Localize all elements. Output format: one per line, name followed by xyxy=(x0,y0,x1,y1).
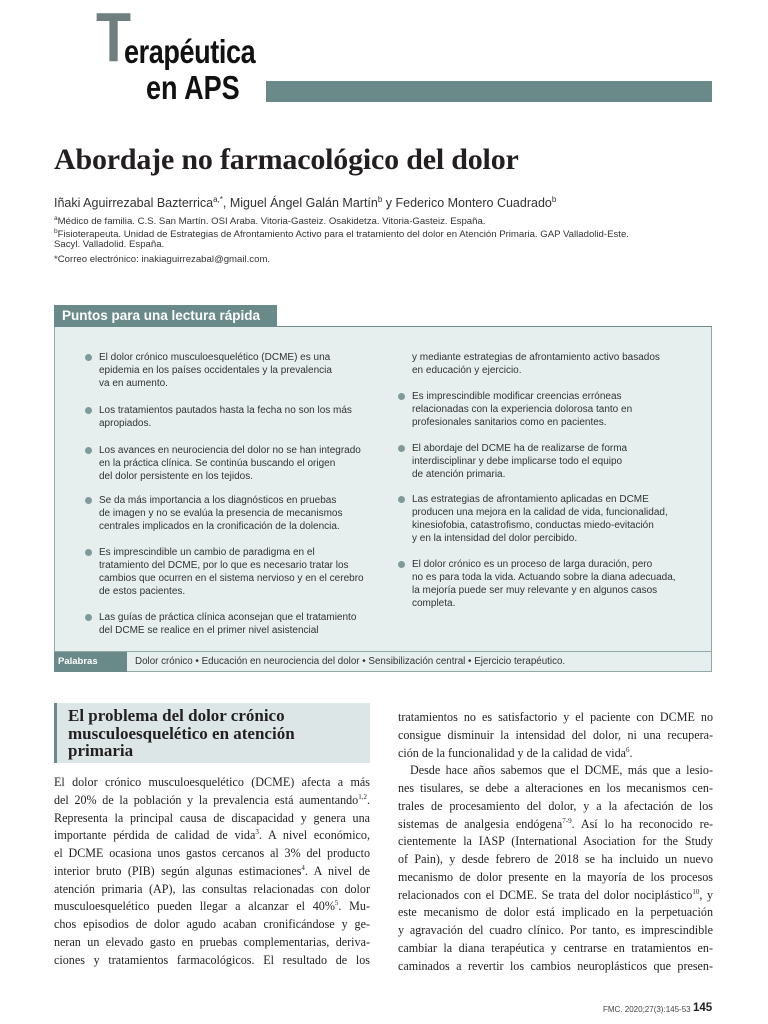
bullet-icon xyxy=(398,561,405,568)
quick-point-line: del DCME se realice en el primer nivel asistencial xyxy=(99,625,319,636)
quick-point-continuation xyxy=(412,351,660,377)
quick-point-item xyxy=(99,611,356,637)
body-text-line: y agravación del cuadro clínico. Por tanto, es imprescindible xyxy=(398,923,713,937)
affiliation-text: Médico de familia. C.S. San Martín. OSI Araba. Vitoria-Gasteiz. Osakidetza. Vitoria-Gasteiz. España. xyxy=(57,216,486,228)
body-column-right xyxy=(398,709,713,975)
quick-point-line: Se da más importancia a los diagnósticos en pruebas xyxy=(99,495,337,506)
page-number: 145 xyxy=(693,1002,713,1014)
body-text-line: mecanismo de dolor presente en la mayoría de los procesos xyxy=(398,869,713,884)
body-text-line: neran un elevado gasto en pruebas complementarias, deriva- xyxy=(54,934,370,949)
section-heading-line: musculoesquelético en atención xyxy=(68,723,295,743)
body-text-line: Representa la principal causa de discapacidad y genera una xyxy=(54,810,370,825)
body-text-line: este mecanismo de dolor está implicado en la perpetuación xyxy=(398,905,713,920)
author-name: Iñaki Aguirrezabal Bazterrica xyxy=(54,196,214,211)
body-text-line: importante pérdida de calidad de vida$^3$. A nivel económico, xyxy=(54,828,370,843)
body-text-line: cambiar la diana terapéutica y centrarse en tratamientos en- xyxy=(398,940,713,955)
corresponding-email: *Correo electrónico: inakiaguirrezabal@gmail.com. xyxy=(54,254,271,265)
author-sep: , xyxy=(222,196,230,211)
quick-point-line: cambios que ocurren en el sistema nervioso y en el cerebro xyxy=(99,573,364,584)
bullet-icon xyxy=(85,614,92,621)
bullet-icon xyxy=(85,447,92,454)
quick-point-line: en educación y ejercicio. xyxy=(412,365,522,376)
body-text-line: El dolor crónico musculoesquelético (DCME) afecta a más xyxy=(54,775,370,789)
author-sup: a,* xyxy=(213,195,223,204)
quick-point-line: El abordaje del DCME ha de realizarse de forma xyxy=(412,443,628,454)
body-text-line: trales de procesamiento del dolor, y a la afectación de los xyxy=(398,798,713,813)
quick-point-line: kinesiofobia, catastrofismo, conductas miedo-evitación xyxy=(412,520,654,531)
citation-ref: 4 xyxy=(301,863,305,872)
quick-point-item xyxy=(412,493,668,545)
quick-point-line: la mejoría puede ser muy relevante y en algunos casos xyxy=(412,585,658,596)
bullet-icon xyxy=(398,445,405,452)
quick-point-line: Es imprescindible un cambio de paradigma en el xyxy=(99,547,315,558)
header-initial-letter: T xyxy=(96,0,132,76)
citation-ref: 10 xyxy=(692,887,700,896)
body-text-line: cientemente la IASP (International Asociation for the Study xyxy=(398,834,713,849)
affiliation-mark: b xyxy=(54,228,58,235)
quick-point-line: Las guías de práctica clínica aconsejan que el tratamiento xyxy=(99,612,357,623)
quick-point-item xyxy=(412,442,627,481)
quick-point-line: Los tratamientos pautados hasta la fecha no son los más xyxy=(99,405,352,416)
section-heading-line: primaria xyxy=(68,741,134,760)
authors xyxy=(54,192,556,211)
header-section-subtitle: en APS xyxy=(146,69,240,106)
affiliation-b-cont: Sacyl. Valladolid. España. xyxy=(54,239,165,250)
quick-point-line: centrales implicados en la cronificación de la dolencia. xyxy=(99,521,340,532)
quick-point-item xyxy=(412,390,632,429)
quick-point-line: de imagen y no se evalúa la presencia de mecanismos xyxy=(99,508,343,519)
section-heading xyxy=(68,707,363,760)
citation-ref: 5 xyxy=(334,899,339,908)
body-text-line: tratamientos no es satisfactorio y el paciente con DCME no xyxy=(398,710,713,724)
header-section-title: erapéutica xyxy=(124,33,256,70)
article-title: Abordaje no farmacológico del dolor xyxy=(54,143,519,176)
citation-ref: 3 xyxy=(255,828,259,837)
quick-points-title: Puntos para una lectura rápida xyxy=(54,305,277,327)
affiliation-text: Fisioterapeuta. Unidad de Estrategias de Afrontamiento Activo para el tratamiento del dolor en Atención Primaria. GAP Valladolid-Este. xyxy=(57,229,629,241)
quick-point-line: apropiados. xyxy=(99,418,152,429)
quick-point-line: Las estrategias de afrontamiento aplicadas en DCME xyxy=(412,494,649,505)
affiliation-mark: a xyxy=(54,215,58,222)
citation-reference: FMC. 2020;27(3):145-53 xyxy=(603,1005,691,1014)
body-text-line: relacionados con el DCME. Se trata del dolor nociplástico$^{10}$, y xyxy=(398,887,713,902)
bullet-icon xyxy=(398,393,405,400)
bullet-icon xyxy=(398,496,405,503)
body-text-line: of Pain), y desde febrero de 2018 se ha incluido un nuevo xyxy=(398,852,713,866)
quick-point-line: y mediante estrategias de afrontamiento activo basados xyxy=(412,352,660,363)
quick-point-line: Los avances en neurociencia del dolor no se han integrado xyxy=(99,445,361,456)
quick-point-line: y en la intensidad del dolor percibido. xyxy=(412,533,578,544)
quick-point-line: El dolor crónico es un proceso de larga duración, pero xyxy=(412,559,653,570)
body-text-line: sistemas de analgesia endógena$^{7-9}$. Así lo ha reconocido re- xyxy=(398,816,713,831)
quick-point-line: El dolor crónico musculoesquelético (DCME) es una xyxy=(99,352,331,363)
body-text-line: consigue disminuir la intensidad del dolor, ni una recupera- xyxy=(398,727,713,742)
quick-point-line: Es imprescindible modificar creencias erróneas xyxy=(412,391,622,402)
bullet-icon xyxy=(85,497,92,504)
quick-point-line: de atención primaria. xyxy=(412,469,506,480)
citation-ref: 1,2 xyxy=(358,792,367,801)
quick-point-line: va en aumento. xyxy=(99,378,168,389)
keywords-text: Dolor crónico • Educación en neurociencia del dolor • Sensibilización central • Ejercicio terapéutico. xyxy=(135,656,566,667)
body-column-left xyxy=(54,774,370,969)
author-name: Miguel Ángel Galán Martín xyxy=(229,196,378,211)
citation-ref: 6 xyxy=(626,745,630,754)
body-text-line: Desde hace años sabemos que el DCME, más que a lesio- xyxy=(410,763,713,778)
author-sup: b xyxy=(551,195,557,204)
bullet-icon xyxy=(85,407,92,414)
quick-point-item xyxy=(99,351,332,390)
body-text-line: el DCME ocasiona unos gastos cercanos al 3% del producto xyxy=(54,846,370,860)
quick-point-line: de estos pacientes. xyxy=(99,586,186,597)
body-text-line: del 20% de la población y la prevalencia está aumentando$^{1,2}$. xyxy=(54,792,370,807)
quick-point-line: interdisciplinar y debe implicarse todo el equipo xyxy=(412,456,623,467)
quick-point-line: del dolor persistente en los tejidos. xyxy=(99,471,253,482)
quick-point-line: epidemia en los países occidentales y la prevalencia xyxy=(99,365,332,376)
body-text-line: caminados a revertir los cambios neuroplásticos que presen- xyxy=(398,958,713,973)
quick-point-item xyxy=(99,546,364,598)
quick-point-line: producen una mejora en la calidad de vida, funcionalidad, xyxy=(412,507,668,518)
body-text-line: ción de la funcionalidad y de la calidad de vida$^6$. xyxy=(398,745,633,760)
quick-point-line: completa. xyxy=(412,598,456,609)
author-sup: b xyxy=(377,195,383,204)
author-sep: y xyxy=(382,196,396,211)
body-text-line: ciones y tratamientos farmacológicos. El resultado de los xyxy=(54,952,370,967)
quick-point-line: tratamiento del DCME, por lo que es necesario tratar los xyxy=(99,560,349,571)
body-text-line: interior bruto (PIB) según algunas estimaciones$^4$. A nivel de xyxy=(54,863,370,878)
author-name: Federico Montero Cuadrado xyxy=(395,196,552,211)
keywords-label: Palabras clave: xyxy=(54,652,127,672)
section-heading-line: El problema del dolor crónico xyxy=(68,706,285,725)
quick-point-item xyxy=(412,558,676,610)
quick-point-line: no es para toda la vida. Actuando sobre la diana adecuada, xyxy=(412,572,676,583)
body-text-line: chos episodios de dolor agudo acaban cronificándose y ge- xyxy=(54,917,370,931)
bullet-icon xyxy=(85,549,92,556)
body-text-line: musculoesquelético pueden llegar a alcanzar el 40%$^5$. Mu- xyxy=(54,899,370,914)
quick-point-item xyxy=(99,444,361,483)
quick-point-item xyxy=(99,494,342,533)
bullet-icon xyxy=(85,354,92,361)
citation-ref: 7-9 xyxy=(562,816,572,825)
body-text-line: nes tisulares, se debe a alteraciones en los mecanismos cen- xyxy=(398,781,713,795)
quick-point-item xyxy=(99,404,352,430)
header-bar xyxy=(266,81,712,102)
quick-point-line: profesionales sanitarios como en pacientes. xyxy=(412,417,607,428)
body-text-line: atención primaria (AP), las consultas relacionadas con dolor xyxy=(54,881,370,896)
quick-point-line: relacionadas con la experiencia dolorosa tanto en xyxy=(412,404,633,415)
quick-point-line: en la práctica clínica. Se continúa buscando el origen xyxy=(99,458,336,469)
